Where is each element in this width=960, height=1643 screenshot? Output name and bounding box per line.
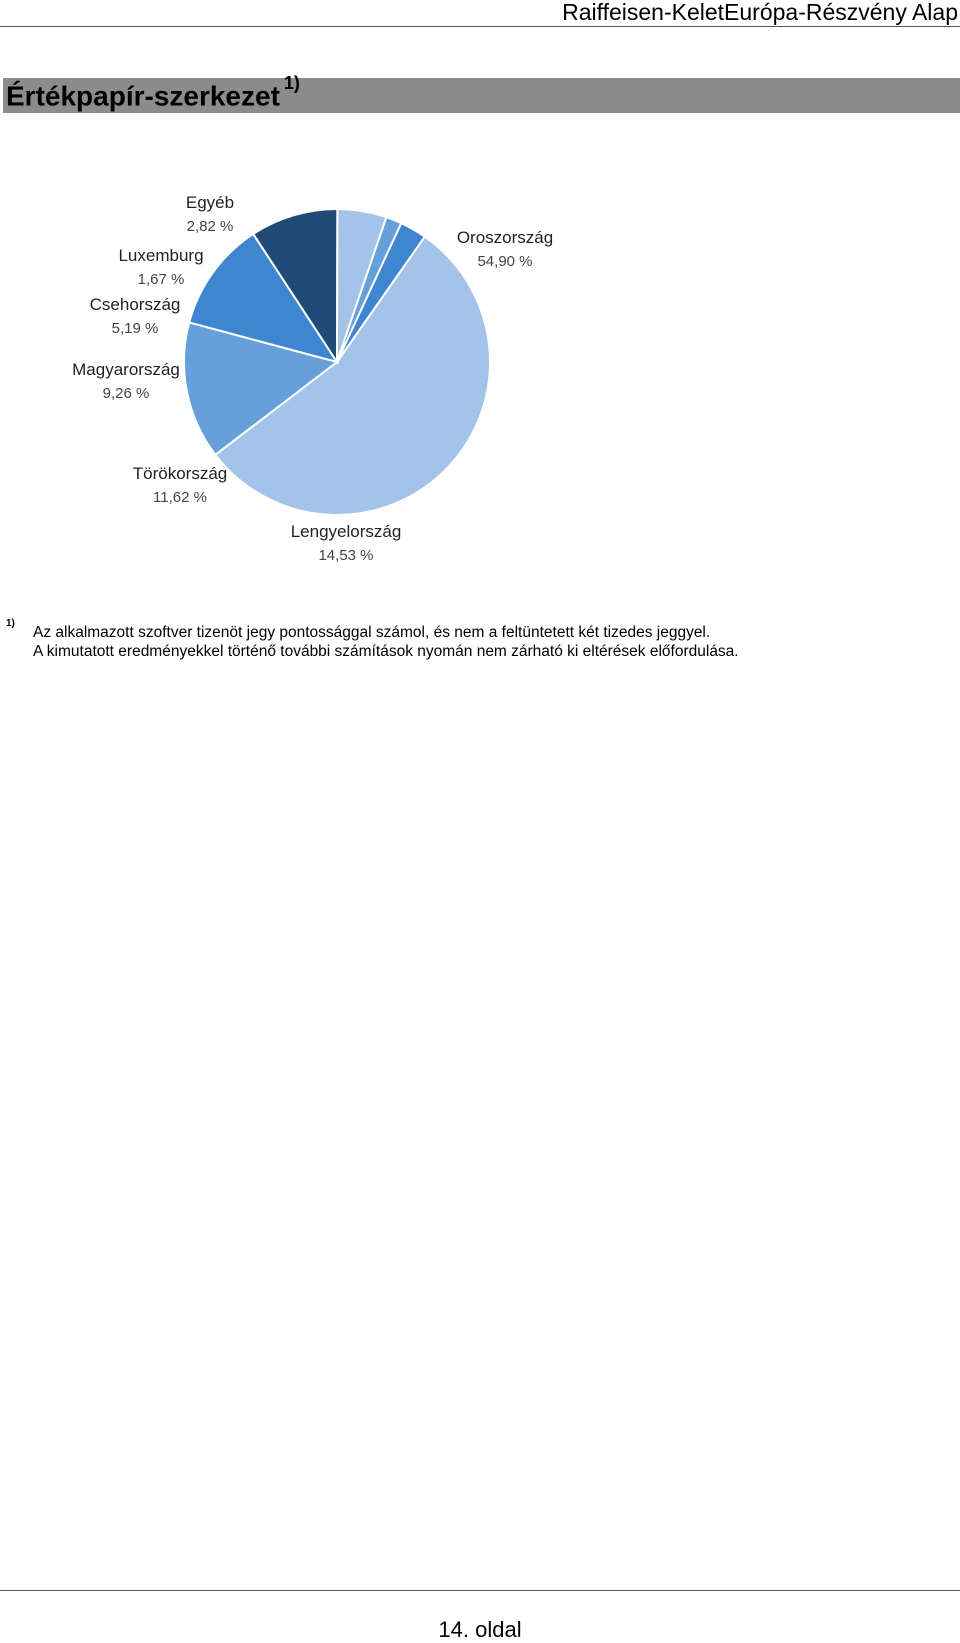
slice-label-2: Lengyelország [290,522,402,541]
footnote-line-2: A kimutatott eredményekkel történő további számítások nyomán nem zárható ki eltérések előfordulása. [33,643,739,660]
slice-value-4: 9,26 % [102,385,150,402]
pie-chart [0,150,620,570]
slice-value-5: 5,19 % [111,320,159,337]
footnote-line-1: Az alkalmazott szoftver tizenöt jegy pontossággal számol, és nem a feltüntetett két tizedes jeggyel. [33,624,711,641]
fund-name: Raiffeisen-KeletEurópa-Részvény Alap [562,0,958,25]
slice-value-1: 54,90 % [477,253,533,270]
section-title-text: Értékpapír-szerkezet [6,80,280,112]
slice-value-7: 2,82 % [186,218,234,235]
slice-value-2: 14,53 % [318,547,374,564]
slice-value-3: 11,62 % [153,489,207,506]
document-footer [0,1590,960,1643]
document-header [0,0,960,27]
section-title-bar [3,73,960,113]
slice-label-1: Oroszország [456,228,554,247]
slice-label-5: Csehország [89,295,181,314]
pie-slices [184,209,490,515]
slice-value-6: 1,67 % [137,271,185,288]
footnote-marker: 1) [6,618,15,629]
slice-label-3: Törökország [132,464,228,483]
page-number: 14. oldal [438,1617,522,1642]
slice-label-4: Magyarország [72,360,180,379]
section-footnote-ref: 1) [283,73,300,93]
slice-label-7: Egyéb [185,193,235,212]
slice-label-6: Luxemburg [118,246,204,265]
section-title [6,73,300,112]
